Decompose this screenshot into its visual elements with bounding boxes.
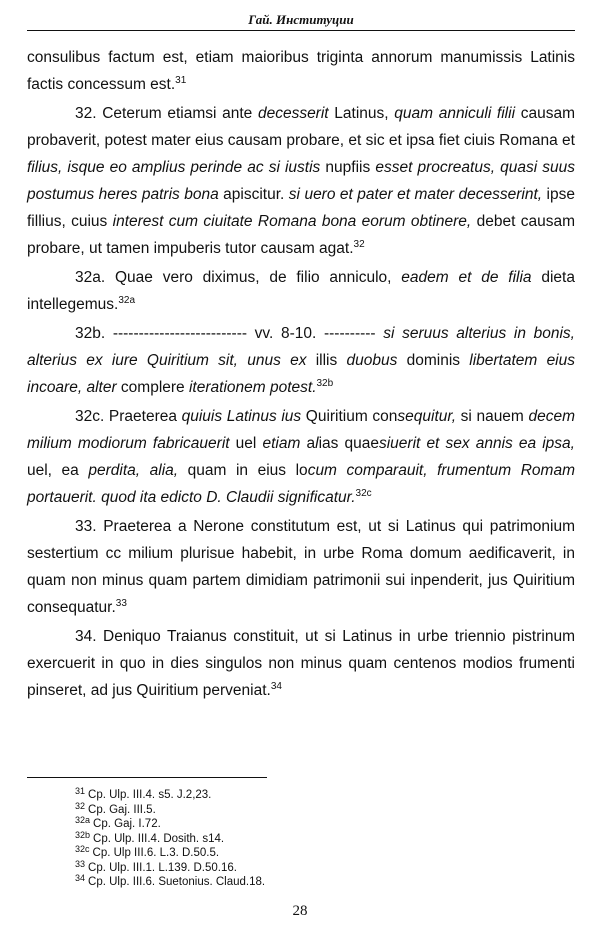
text-run: [498, 269, 508, 286]
paragraph: [27, 513, 575, 621]
text-run: a: [300, 435, 316, 452]
footnote-mark: 32a: [75, 815, 91, 825]
page-number: 28: [292, 903, 308, 919]
text-run: Quiritium con: [301, 408, 398, 425]
footnote-mark: 33: [75, 858, 86, 869]
text-run: 32. Ceterum etiamsi ante: [75, 105, 258, 122]
italic-text: decem milium modiorum fabricauerit: [27, 408, 575, 452]
italic-text: filia: [508, 269, 532, 286]
text-run: Latinus,: [328, 105, 395, 122]
italic-text: siuerit et sex annis ea ipsa,: [378, 435, 575, 452]
italic-text: decesserit: [257, 105, 329, 122]
text-run: ipse fillius, cuius: [27, 186, 575, 230]
text-run: nupfiis: [320, 159, 376, 176]
footnote-text: Cp. Ulp. III.6. Suetonius. Claud.18.: [88, 876, 266, 888]
paragraph: [27, 320, 575, 401]
paragraph: [27, 623, 575, 704]
text-run: 34. Deniquo Traianus constituit, ut si Latinus in urbe triennio pistrinum exercuerit in quo in dies singulos non minus quam centenos modios frumenti pinseret, ad jus Quiritium perveniat.: [27, 628, 575, 699]
footnote-ref: 32b: [316, 378, 334, 389]
italic-text: si uero et pater et mater decesserint,: [288, 186, 543, 203]
footnote: [75, 846, 475, 861]
footnote-ref: 34: [270, 681, 282, 692]
running-head: Гай. Институции: [27, 10, 575, 31]
text-run: debet causam probare, ut tamen impuberis tutor causam agat.: [27, 213, 575, 257]
text-run: 32a. Quae vero diximus, de filio anniculo,: [75, 269, 402, 286]
footnote-ref: 33: [115, 598, 127, 609]
italic-text: eadem et de: [401, 269, 499, 286]
footnote: [75, 800, 475, 818]
text-run: uel: [229, 435, 263, 452]
footnote-mark: 32b: [75, 829, 91, 840]
text-run: 32b. -------------------------- vv. 8-10. ----------: [75, 325, 384, 342]
footnote: [75, 788, 475, 803]
footnote-mark: 32c: [75, 844, 90, 854]
italic-text: perdita, alia,: [88, 462, 179, 479]
footnote: [75, 858, 475, 876]
italic-text: iterationem potest.: [188, 379, 317, 396]
paragraph: [27, 264, 575, 318]
footnote-text: Cp. Ulp III.6. L.3. D.50.5.: [92, 847, 220, 859]
text-run: apiscitur.: [218, 186, 289, 203]
italic-text: si seruus alterius in bonis, alterius ex iure Quiritium sit, unus ex: [27, 325, 575, 369]
text-run: complere: [116, 379, 189, 396]
footnote-text: Cp. Gaj. III.5.: [88, 803, 156, 816]
paragraph: [27, 44, 575, 98]
italic-text: cum comparauit, frumentum Romam portauerit. quod ita edicto D. Claudii significatur.: [27, 462, 575, 506]
italic-text: interest cum ciuitate Romana bona eorum obtinere,: [112, 213, 472, 230]
italic-text: etiam: [262, 435, 301, 452]
paragraph: [27, 403, 575, 511]
body-text: [27, 44, 575, 706]
italic-text: libertatem eius incoare, alter: [27, 352, 576, 396]
footnote-ref: 32a: [118, 295, 136, 306]
italic-text: quam anniculi filii: [394, 105, 516, 122]
italic-text: l: [315, 435, 319, 452]
text-run: causam probaverit, potest mater eius causam probare, et sic et ipsa fiet ciuis Romana et: [27, 105, 575, 149]
text-run: dominis: [397, 352, 470, 369]
italic-text: sequitur,: [397, 408, 457, 425]
italic-text: quiuis Latinus ius: [181, 408, 302, 425]
text-run: 32c. Praeterea: [75, 408, 182, 425]
footnote-text: Cp. Gaj. I.72.: [93, 818, 161, 830]
footnotes: [75, 788, 475, 890]
text-run: quam in eius lo: [178, 462, 308, 479]
italic-text: filius, isque eo amplius perinde ac si iustis: [27, 159, 321, 176]
text-run: ias quae: [318, 435, 379, 452]
italic-text: duobus: [346, 352, 398, 369]
italic-text: esset procreatus, quasi suus postumus heres patris bona: [27, 159, 576, 203]
text-run: dieta intellegemus.: [27, 269, 575, 313]
paragraph: [27, 100, 575, 262]
text-run: si nauem: [456, 408, 529, 425]
footnote-ref: 32c: [355, 488, 372, 499]
footnote: [75, 817, 475, 832]
text-run: illis: [306, 352, 347, 369]
text-run: 33. Praeterea a Nerone constitutum est, ut si Latinus qui patrimonium sestertium cc milium plurisue habebit, in urbe Roma domum aedificaverit, in quam non minus quam partem dimidiam patrimonii sui inpenderit, jus Quiritium consequatur.: [27, 518, 575, 616]
footnote-ref: 32: [353, 239, 365, 250]
footnote-text: Cp. Ulp. III.4. s5. J.2,23.: [88, 789, 212, 801]
text-run: consulibus factum est, etiam maioribus triginta annorum manumissis Latinis factis concessum est.: [27, 49, 575, 93]
footnote: [75, 875, 475, 890]
footnote-mark: 34: [75, 873, 86, 883]
footnote-mark: 32: [75, 800, 86, 811]
footnote-text: Cp. Ulp. III.1. L.139. D.50.16.: [88, 861, 237, 874]
text-run: uel, ea: [27, 462, 89, 479]
footnote-text: Cp. Ulp. III.4. Dosith. s14.: [93, 832, 225, 845]
footnote: [75, 829, 475, 847]
footnote-mark: 31: [75, 786, 86, 796]
footnote-ref: 31: [175, 75, 187, 86]
footnote-rule: [27, 777, 267, 778]
